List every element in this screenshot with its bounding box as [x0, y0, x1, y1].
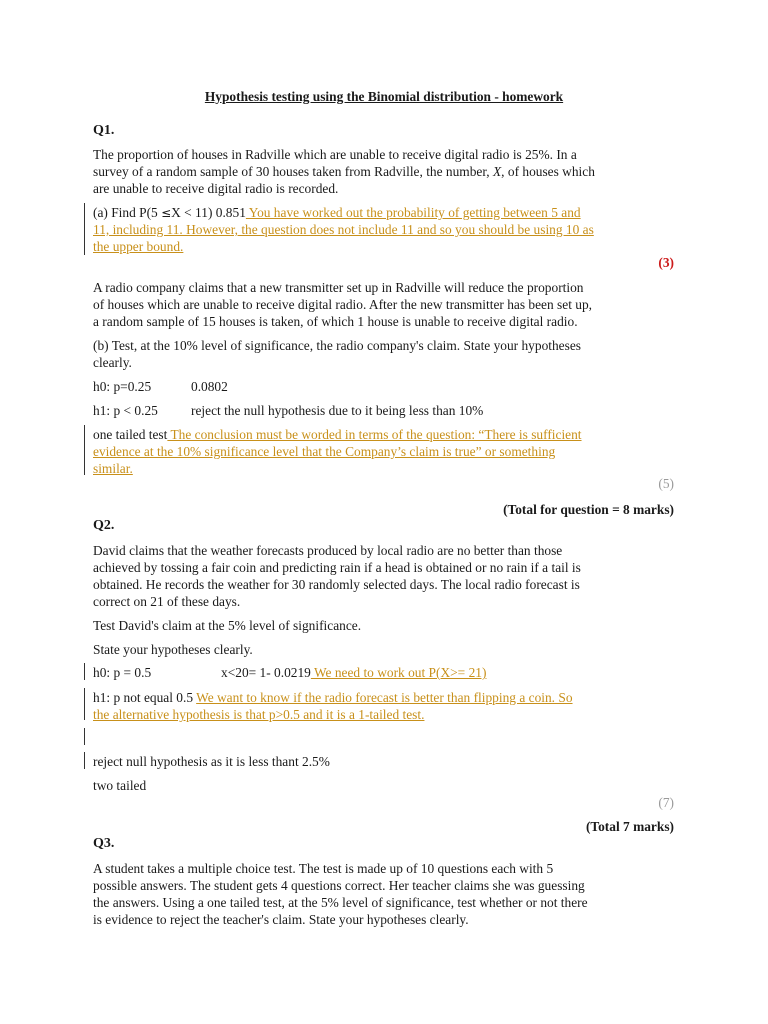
q2-intro-line3: obtained. He records the weather for 30 randomly selected days. The local radio forecast is — [93, 577, 580, 592]
q1-tail: one tailed test The conclusion must be worded in terms of the question: “There is sufficient — [93, 427, 582, 442]
q1-conclusion-feedback-line1: The conclusion must be worded in terms of the question: “There is sufficient — [167, 427, 582, 442]
q2-heading: Q2. — [93, 518, 115, 533]
q1-conclusion-feedback-line3: similar. — [93, 461, 133, 476]
q1-part-a-feedback-line3: the upper bound. — [93, 239, 184, 254]
q1-h0-value: 0.0802 — [191, 379, 228, 394]
change-bar — [84, 425, 85, 475]
q3-heading: Q3. — [93, 836, 115, 851]
q2-state: State your hypotheses clearly. — [93, 642, 253, 657]
q1-part-a-feedback-line1: You have worked out the probability of getting between 5 and — [245, 205, 581, 220]
q3-intro-line1: A student takes a multiple choice test. The test is made up of 10 questions each with 5 — [93, 861, 554, 876]
q1-part-a-marks: (3) — [658, 255, 674, 270]
change-bar — [84, 688, 85, 720]
q3-intro-line3: the answers. Using a one tailed test, at the 5% level of significance, test whether or not there — [93, 895, 588, 910]
q2-tail: two tailed — [93, 778, 147, 793]
change-bar — [84, 203, 85, 255]
q2-h1: h1: p not equal 0.5 We want to know if the radio forecast is better than flipping a coin. So — [93, 690, 573, 705]
q1-heading: Q1. — [93, 123, 115, 138]
q3-intro-line4: is evidence to reject the teacher's claim. State your hypotheses clearly. — [93, 912, 469, 927]
q1-context-line1: A radio company claims that a new transmitter set up in Radville will reduce the proportion — [93, 280, 584, 295]
q1-part-b-line2: clearly. — [93, 355, 132, 370]
q2-total: (Total 7 marks) — [585, 819, 674, 834]
q1-intro-line2: survey of a random sample of 30 houses taken from Radville, the number, X, of houses which — [93, 164, 595, 179]
q2-h0-calc: x<20= 1- 0.0219 We need to work out P(X>= 21) — [221, 665, 487, 680]
change-bar — [84, 663, 85, 680]
q2-test: Test David's claim at the 5% level of significance. — [93, 618, 362, 633]
q1-h1-note: reject the null hypothesis due to it being less than 10% — [191, 403, 484, 418]
q1-part-a-feedback-line2: 11, including 11. However, the question does not include 11 and so you should be using 10 as — [93, 222, 594, 237]
q1-part-a: (a) Find P(5 ≤X < 11) 0.851 You have worked out the probability of getting between 5 and — [93, 205, 581, 220]
q2-intro-line1: David claims that the weather forecasts produced by local radio are no better than those — [93, 543, 563, 558]
q1-context-line3: a random sample of 15 houses is taken, of which 1 house is unable to receive digital radio. — [93, 314, 578, 329]
q1-intro-variable: X — [492, 164, 502, 179]
change-bar — [84, 752, 85, 769]
q2-h1-feedback-line2: the alternative hypothesis is that p>0.5 and it is a 1-tailed test. — [93, 707, 425, 722]
q1-intro-line1: The proportion of houses in Radville which are unable to receive digital radio is 25%. In a — [93, 147, 577, 162]
q2-h1-feedback-line1: We want to know if the radio forecast is better than flipping a coin. So — [196, 690, 573, 705]
q2-intro-line4: correct on 21 of these days. — [93, 594, 241, 609]
q2-h0: h0: p = 0.5 — [93, 665, 152, 680]
q2-h0-feedback: We need to work out P(X>= 21) — [310, 665, 487, 680]
document-title: Hypothesis testing using the Binomial distribution - homework — [204, 89, 564, 104]
less-equal-symbol: ≤ — [161, 206, 172, 220]
q1-intro-line3: are unable to receive digital radio is recorded. — [93, 181, 339, 196]
q1-h0: h0: p=0.25 — [93, 379, 152, 394]
q3-intro-line2: possible answers. The student gets 4 questions correct. Her teacher claims she was guessing — [93, 878, 585, 893]
change-bar — [84, 728, 85, 745]
q1-h1: h1: p < 0.25 — [93, 403, 158, 418]
q2-marks: (7) — [658, 795, 674, 810]
q2-intro-line2: achieved by tossing a fair coin and predicting rain if a head is obtained or no rain if a tail is — [93, 560, 581, 575]
q2-conclusion: reject null hypothesis as it is less thant 2.5% — [93, 754, 330, 769]
q1-part-b-marks: (5) — [658, 476, 674, 491]
q1-context-line2: of houses which are unable to receive digital radio. After the new transmitter has been set up, — [93, 297, 593, 312]
q1-conclusion-feedback-line2: evidence at the 10% significance level that the Company’s claim is true” or something — [93, 444, 556, 459]
q1-total: (Total for question = 8 marks) — [503, 502, 674, 517]
q1-part-b-line1: (b) Test, at the 10% level of significance, the radio company's claim. State your hypotheses — [93, 338, 581, 353]
